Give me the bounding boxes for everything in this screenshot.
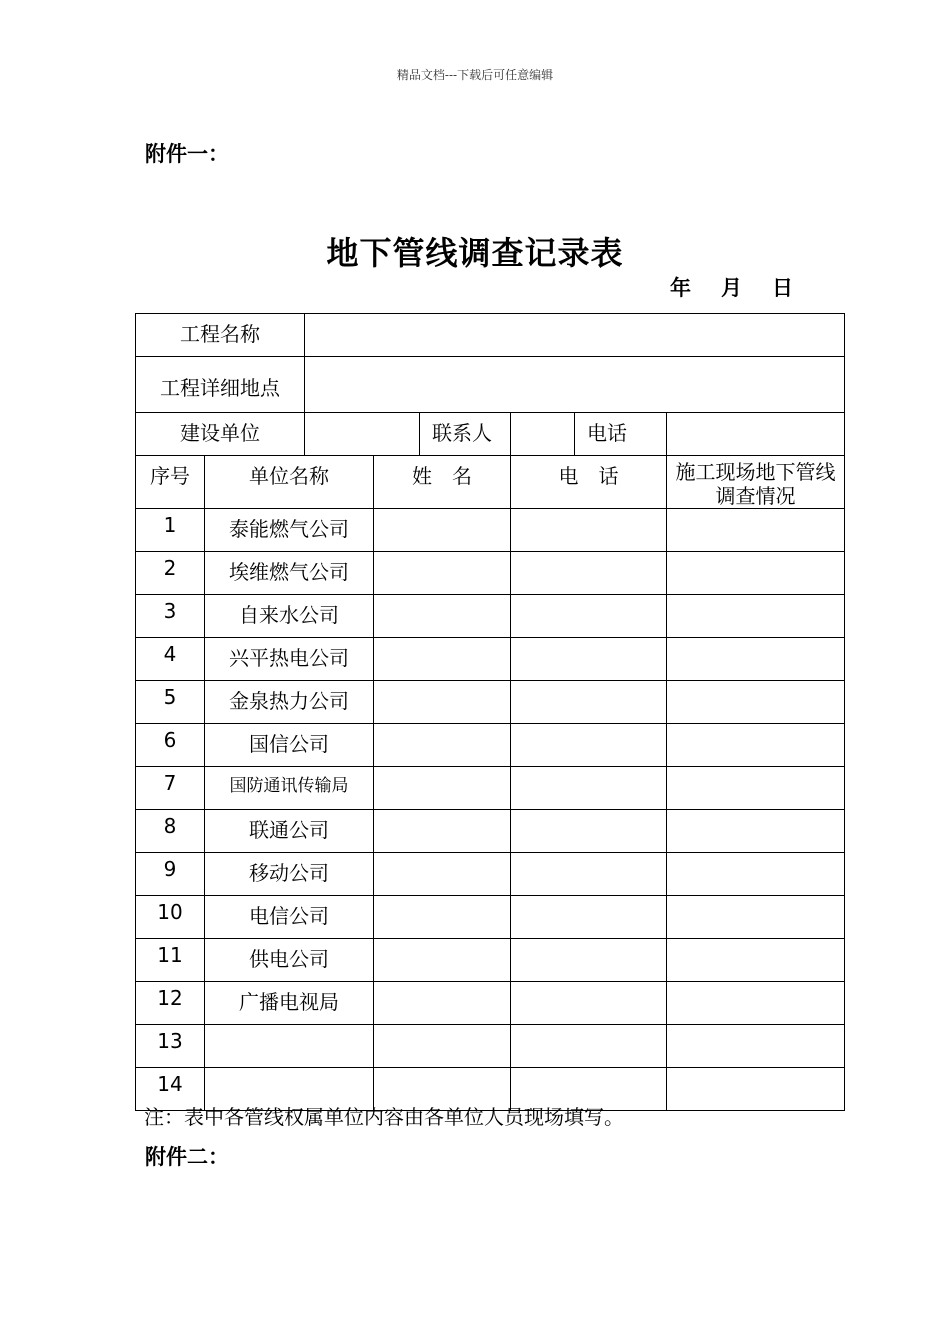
table-row: [136, 1025, 845, 1068]
row-contact-name[interactable]: [374, 810, 511, 853]
row-seq: 9: [136, 853, 205, 896]
row-situation[interactable]: [667, 810, 845, 853]
row-phone[interactable]: [511, 810, 667, 853]
row-unit-name: 金泉热力公司: [205, 681, 374, 724]
table-row: [136, 939, 845, 982]
row-contact-name[interactable]: [374, 552, 511, 595]
row-contact-name[interactable]: [374, 595, 511, 638]
row-phone[interactable]: [511, 638, 667, 681]
table-row: [136, 681, 845, 724]
row-contact-name[interactable]: [374, 767, 511, 810]
phone-value[interactable]: [667, 413, 845, 456]
builder-row: [136, 413, 845, 456]
row-unit-name: 移动公司: [205, 853, 374, 896]
row-situation[interactable]: [667, 681, 845, 724]
row-unit-name: 电信公司: [205, 896, 374, 939]
row-seq: 12: [136, 982, 205, 1025]
table-body: [136, 509, 845, 1111]
row-seq: 4: [136, 638, 205, 681]
project-name-value[interactable]: [305, 314, 845, 357]
row-seq: 11: [136, 939, 205, 982]
date-month: 月: [721, 276, 742, 300]
row-phone[interactable]: [511, 681, 667, 724]
project-address-label: 工程详细地点: [136, 357, 305, 413]
row-situation[interactable]: [667, 509, 845, 552]
row-seq: 3: [136, 595, 205, 638]
row-situation[interactable]: [667, 638, 845, 681]
row-unit-name: 自来水公司: [205, 595, 374, 638]
row-seq: 13: [136, 1025, 205, 1068]
date-line: [670, 272, 793, 302]
row-unit-name: 广播电视局: [205, 982, 374, 1025]
row-contact-name[interactable]: [374, 896, 511, 939]
row-situation[interactable]: [667, 1068, 845, 1111]
project-address-row: [136, 357, 845, 413]
row-contact-name[interactable]: [374, 939, 511, 982]
attachment-two-heading: 附件二：: [145, 1145, 229, 1169]
row-situation[interactable]: [667, 939, 845, 982]
row-phone[interactable]: [511, 724, 667, 767]
row-unit-name: 泰能燃气公司: [205, 509, 374, 552]
row-phone[interactable]: [511, 552, 667, 595]
row-seq: 2: [136, 552, 205, 595]
row-situation[interactable]: [667, 1025, 845, 1068]
row-contact-name[interactable]: [374, 638, 511, 681]
row-seq: 7: [136, 767, 205, 810]
row-situation[interactable]: [667, 982, 845, 1025]
row-seq: 6: [136, 724, 205, 767]
builder-label: 建设单位: [136, 413, 305, 456]
row-situation[interactable]: [667, 896, 845, 939]
row-phone[interactable]: [511, 1025, 667, 1068]
header-note: 精品文档---下载后可任意编辑: [396, 68, 554, 82]
row-phone[interactable]: [511, 939, 667, 982]
row-phone[interactable]: [511, 982, 667, 1025]
col-header-situation: 施工现场地下管线调查情况: [667, 456, 845, 509]
col-header-name: 姓 名: [374, 456, 511, 509]
col-header-phone: 电 话: [511, 456, 667, 509]
row-unit-name: 国防通讯传输局: [205, 767, 374, 810]
row-unit-name: [205, 1025, 374, 1068]
table-row: [136, 595, 845, 638]
table-row: [136, 853, 845, 896]
row-contact-name[interactable]: [374, 853, 511, 896]
row-seq: 10: [136, 896, 205, 939]
builder-value[interactable]: [305, 413, 420, 456]
row-unit-name: 国信公司: [205, 724, 374, 767]
row-situation[interactable]: [667, 724, 845, 767]
row-seq: 8: [136, 810, 205, 853]
project-address-value[interactable]: [305, 357, 845, 413]
row-phone[interactable]: [511, 853, 667, 896]
table-row: [136, 982, 845, 1025]
row-contact-name[interactable]: [374, 1025, 511, 1068]
row-phone[interactable]: [511, 896, 667, 939]
row-phone[interactable]: [511, 595, 667, 638]
row-unit-name: 兴平热电公司: [205, 638, 374, 681]
row-seq: 1: [136, 509, 205, 552]
table-row: [136, 767, 845, 810]
phone-label: 电话: [575, 413, 667, 456]
table-row: [136, 896, 845, 939]
row-contact-name[interactable]: [374, 724, 511, 767]
row-unit-name: 埃维燃气公司: [205, 552, 374, 595]
table-row: [136, 509, 845, 552]
row-unit-name: 供电公司: [205, 939, 374, 982]
date-day: 日: [772, 276, 793, 300]
row-contact-name[interactable]: [374, 681, 511, 724]
table-row: [136, 810, 845, 853]
row-situation[interactable]: [667, 767, 845, 810]
project-name-label: 工程名称: [136, 314, 305, 357]
page-title: 地下管线调查记录表: [326, 234, 624, 272]
row-situation[interactable]: [667, 853, 845, 896]
row-seq: 5: [136, 681, 205, 724]
row-contact-name[interactable]: [374, 982, 511, 1025]
row-phone[interactable]: [511, 509, 667, 552]
row-contact-name[interactable]: [374, 509, 511, 552]
column-header-row: [136, 456, 845, 509]
survey-table: [135, 313, 845, 1111]
attachment-one-heading: 附件一：: [145, 142, 229, 166]
row-unit-name: 联通公司: [205, 810, 374, 853]
date-year: 年: [670, 276, 691, 300]
row-seq: 14: [136, 1068, 205, 1111]
table-row: [136, 724, 845, 767]
col-header-seq: 序号: [136, 456, 205, 509]
table-note: 注：表中各管线权属单位内容由各单位人员现场填写。: [144, 1105, 624, 1129]
row-phone[interactable]: [511, 767, 667, 810]
contact-value[interactable]: [511, 413, 575, 456]
project-name-row: [136, 314, 845, 357]
row-situation[interactable]: [667, 595, 845, 638]
col-header-unit: 单位名称: [205, 456, 374, 509]
table-row: [136, 552, 845, 595]
row-situation[interactable]: [667, 552, 845, 595]
contact-label: 联系人: [420, 413, 511, 456]
table-row: [136, 638, 845, 681]
